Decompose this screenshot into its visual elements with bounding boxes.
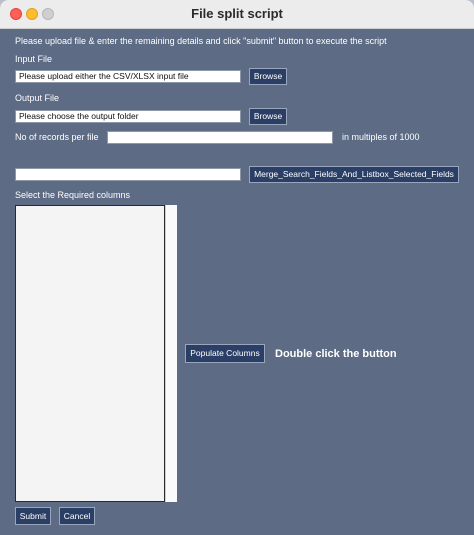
records-multiples-hint: in multiples of 1000 [342,132,420,142]
input-file-field[interactable]: Please upload either the CSV/XLSX input file [15,70,241,83]
search-fields-input[interactable] [15,168,241,181]
records-per-file-input[interactable] [107,131,333,144]
title-bar [0,0,474,29]
cancel-button[interactable]: Cancel [59,507,95,525]
merge-fields-button[interactable]: Merge_Search_Fields_And_Listbox_Selected_Fields [249,166,459,183]
submit-button[interactable]: Submit [15,507,51,525]
window-title: File split script [191,6,283,21]
columns-listbox-scrollbar[interactable] [165,205,177,502]
populate-columns-button[interactable]: Populate Columns [185,344,265,363]
output-browse-button[interactable]: Browse [249,108,287,125]
output-folder-field[interactable]: Please choose the output folder [15,110,241,123]
instructions-text: Please upload file & enter the remaining details and click "submit" button to execute the script [15,36,387,46]
columns-listbox[interactable] [15,205,165,502]
input-file-label: Input File [15,54,53,64]
input-browse-button[interactable]: Browse [249,68,287,85]
output-file-label: Output File [15,93,60,103]
records-per-file-label: No of records per file [15,132,99,142]
columns-label: Select the Required columns [15,190,131,200]
populate-hint-text: Double click the button [275,348,397,360]
